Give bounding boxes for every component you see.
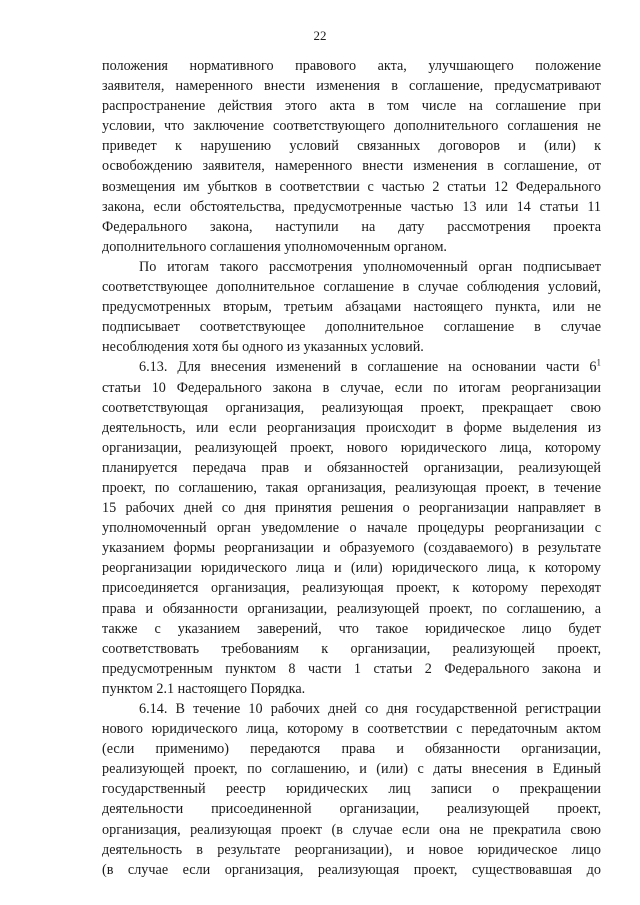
text-line: организация, реализующая проект (в случае если она не прекратила свою [102,821,601,838]
clause-6-13-start-line [102,357,601,377]
text-line: нового юридического лица, которому в соответствии с передаточным актом [102,721,601,738]
document-body [102,56,601,880]
text-line: уполномоченный орган уведомление о начале процедуры реорганизации с [102,520,601,537]
text-line: организации, реализующей проект, нового юридического лица, которому [102,439,601,456]
text-line: возмещения им убытков в соответствии с частью 2 статьи 12 Федерального [102,178,601,195]
text-line: деятельность в результате реорганизации), и новое юридическое лицо [102,841,601,858]
text-line: реализующей проект, по соглашению, и (или) с даты внесения в Единый [102,761,601,778]
text-line: дополнительного соглашения уполномоченным органом. [102,238,447,255]
superscript-mark: 1 [596,357,601,368]
clause-6-13-text: 6.13. Для внесения изменений в соглашение на основании части 6 [139,359,597,376]
text-line: указанием формы реорганизации и образуемого (создаваемого) в результате [102,540,601,557]
paragraph-start-line: По итогам такого рассмотрения уполномоченный орган подписывает [139,258,601,275]
text-line: соответствующая организация, реализующая проект, прекращает свою [102,399,601,416]
text-line: приведет к нарушению условий связанных договоров и (или) к [102,138,601,155]
page-number: 22 [313,28,327,43]
text-line: деятельность, или если реорганизация происходит в форме выделения из [102,419,601,436]
text-line: условии, что заключение соответствующего дополнительного соглашения не [102,118,601,135]
clause-6-14-start-line: 6.14. В течение 10 рабочих дней со дня государственной регистрации [139,701,601,717]
text-line: предусмотренным пунктом 8 части 1 статьи 2 Федерального закона и [102,660,601,677]
text-line: деятельности присоединенной организации, реализующей проект, [102,801,601,818]
text-line: (в случае если организация, реализующая проект, существовавшая до [102,861,601,878]
text-line: Федерального закона, наступили на дату рассмотрения проекта [102,218,601,235]
text-line: планируется передача прав и обязанностей организации, реализующей [102,459,601,476]
text-line: закона, если обстоятельства, предусмотренные частью 13 или 14 статьи 11 [102,198,601,215]
text-line: проект, по соглашению, такая организация, реализующая проект, в течение [102,479,601,496]
text-line: права и обязанности организации, реализующей проект, по соглашению, а [102,600,601,617]
text-line: 15 рабочих дней со дня принятия решения о реорганизации направляет в [102,500,601,517]
text-line: реорганизации юридического лица и (или) юридического лица, к которому [102,560,601,577]
text-line: присоединяется организация, реализующая проект, к которому переходят [102,580,601,597]
text-line: заявителя, намеренного внести изменения в соглашение, предусматривают [102,78,601,95]
text-line: пунктом 2.1 настоящего Порядка. [102,680,306,697]
text-line: государственный реестр юридических лиц записи о прекращении [102,781,601,798]
text-line: распространение действия этого акта в том числе на соглашение при [102,98,601,115]
text-line: подписывает соответствующее дополнительное соглашение в случае [102,319,601,336]
text-line: статьи 10 Федерального закона в случае, если по итогам реорганизации [102,379,601,396]
text-line: несоблюдения хотя бы одного из указанных условий. [102,339,424,356]
text-line: соответствующее дополнительное соглашение в случае соблюдения условий, [102,279,601,296]
text-line: (если применимо) передаются права и обязанности организации, [102,741,601,758]
text-line: также с указанием заверений, что такое юридическое лицо будет [102,620,601,637]
text-line: соответствовать требованиям к организации, реализующей проект, [102,640,601,657]
text-line: предусмотренных вторым, третьим абзацами настоящего пункта, или не [102,299,601,316]
text-line: положения нормативного правового акта, улучшающего положение [102,58,601,74]
text-line: освобождению заявителя, намеренного внести изменения в соглашение, от [102,158,601,175]
